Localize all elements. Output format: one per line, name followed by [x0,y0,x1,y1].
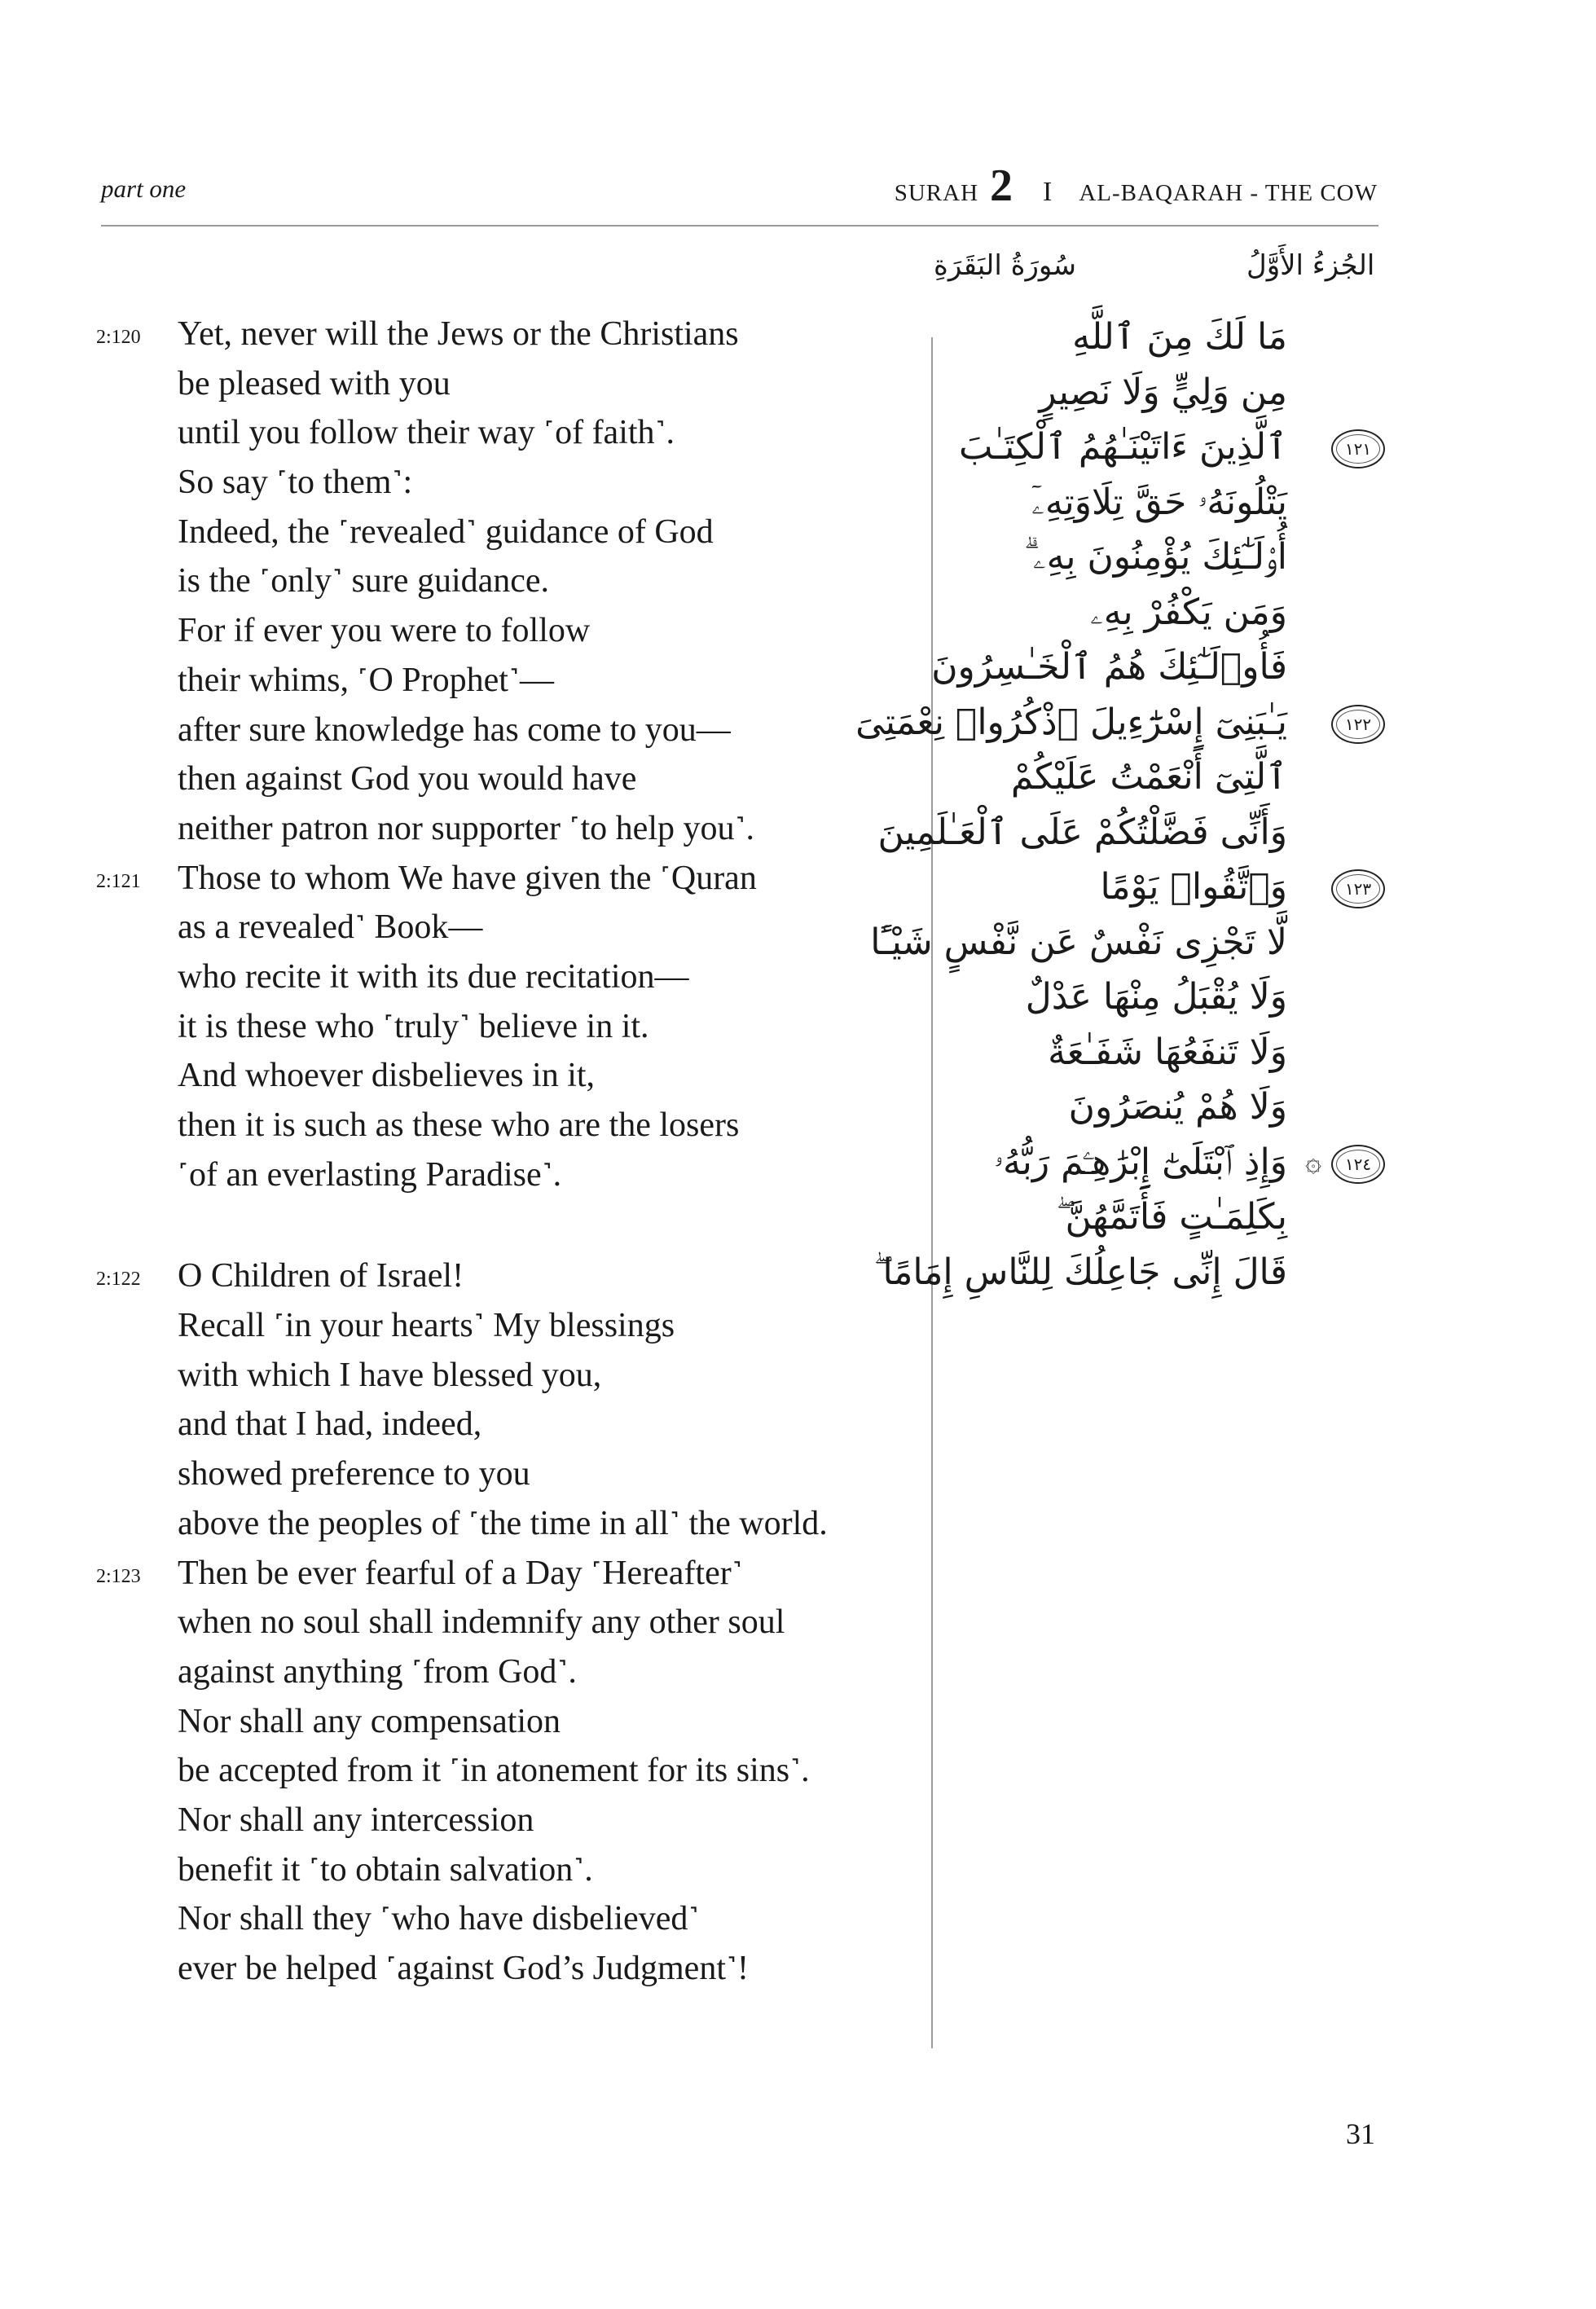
arabic-line [870,915,1385,970]
arabic-line [945,860,1385,915]
translation-line [96,1150,919,1200]
arabic-line [877,805,1385,860]
translation-line [96,359,919,409]
translation-line [96,1051,919,1101]
arabic-line [931,640,1385,695]
translation-line [96,1647,919,1697]
verse-number: 2:121 [96,870,141,892]
translation-text: it is these who ˹truly˺ believe in it. [178,1007,649,1045]
translation-text: And whoever disbelieves in it, [178,1057,596,1095]
translation-line [96,1746,919,1796]
translation-line [96,1449,919,1499]
arabic-text: فَأُو۟لَـٰٓئِكَ هُمُ ٱلْخَـٰسِرُونَ [931,646,1287,688]
translation-text: Recall ˹in your hearts˺ My blessings [178,1307,675,1345]
translation-line [96,1549,919,1599]
translation-line [96,952,919,1002]
arabic-text: وَأَنِّى فَضَّلْتُكُمْ عَلَى ٱلْعَـٰلَمِينَ [877,811,1287,853]
translation-text: Indeed, the ˹revealed˺ guidance of God [178,512,714,551]
translation-line [96,1944,919,1994]
translation-line [96,656,919,706]
translation-text: until you follow their way ˹of faith˺. [178,414,675,452]
translation-line [96,1251,919,1301]
arabic-text: وَمَن يَكْفُرْ بِهِۦ [1090,591,1287,633]
arabic-line [945,475,1385,530]
arabic-text: قَالَ إِنِّى جَاعِلُكَ لِلنَّاسِ إِمَامًا ۖ [873,1251,1287,1293]
translation-text: showed preference to you [178,1455,530,1493]
translation-line [96,1598,919,1647]
arabic-line [945,585,1385,640]
surah-separator: I [1043,177,1053,207]
arabic-line [855,695,1385,750]
translation-text: against anything ˹from God˺. [178,1652,577,1691]
translation-line [96,754,919,804]
surah-name: AL-BAQARAH - THE COW [1079,180,1378,206]
arabic-line [945,1135,1385,1190]
arabic-line [945,1025,1385,1080]
translation-line [96,804,919,854]
translation-line [96,1499,919,1549]
arabic-line [945,1080,1385,1135]
translation-line [96,1301,919,1351]
translation-line [96,606,919,656]
translation-text: ˹of an everlasting Paradise˺. [178,1155,562,1194]
arabic-text: وَلَا تَنفَعُهَا شَفَـٰعَةٌ [1048,1031,1287,1073]
translation-text: who recite it with its due recitation— [178,957,689,996]
arabic-text: بِكَلِمَـٰتٍ فَأَتَمَّهُنَّ ۖ [1056,1196,1287,1238]
translation-line [96,706,919,755]
arabic-text-column [855,310,1385,1300]
translation-text: is the ˹only˺ sure guidance. [178,562,550,600]
translation-line [96,556,919,606]
column-divider [931,337,933,2048]
translation-text: Nor shall they ˹who have disbelieved˺ [178,1900,700,1938]
translation-text: their whims, ˹O Prophet˺— [178,661,554,699]
english-translation-column [96,310,919,1994]
translation-text: then it is such as these who are the losers [178,1106,740,1144]
arabic-line [945,750,1385,805]
surah-heading [895,160,1378,212]
arabic-text: ٱلَّتِىٓ أَنْعَمْتُ عَلَيْكُمْ [1010,756,1287,798]
verse-number: 2:122 [96,1269,141,1291]
translation-text: Nor shall any compensation [178,1702,561,1740]
arabic-line [945,970,1385,1025]
translation-line [96,1697,919,1747]
arabic-text: وَلَا يُقْبَلُ مِنْهَا عَدْلٌ [1025,976,1287,1018]
arabic-line [945,420,1385,475]
translation-line [96,508,919,557]
arabic-text: أُو۟لَـٰٓئِكَ يُؤْمِنُونَ بِهِۦ ۗ [1023,536,1287,578]
arabic-text: وَلَا هُمْ يُنصَرُونَ [1068,1086,1287,1128]
arabic-text: يَـٰبَنِىٓ إِسْرَٰٓءِيلَ ٱذْكُرُوا۟ نِعْمَتِىَ [855,701,1287,743]
translation-text: be pleased with you [178,364,451,402]
arabic-line [873,1245,1385,1300]
translation-line [96,903,919,952]
surah-word: SURAH [894,180,979,206]
translation-text: and that I had, indeed, [178,1405,482,1444]
translation-line [96,1894,919,1944]
translation-line [96,408,919,458]
page-number: 31 [1346,2118,1375,2150]
hizb-star-icon: ۞ [1305,1145,1321,1178]
header-rule [101,225,1378,227]
translation-line [96,1845,919,1895]
arabic-line [945,365,1385,420]
translation-line [96,854,919,904]
arabic-line [945,530,1385,585]
stanza-gap [96,1199,919,1251]
surah-number: 2 [990,161,1014,211]
arabic-surah-heading: سُورَةُ البَقَرَةِ [934,249,1076,282]
ayah-marker-icon: ١٢٤ [1331,1145,1385,1184]
translation-text: as a revealed˺ Book— [178,908,483,947]
arabic-part-heading: الجُزءُ الأَوَّلُ [1246,249,1375,282]
translation-text: So say ˹to them˺: [178,464,413,502]
translation-text: when no soul shall indemnify any other soul [178,1603,785,1642]
translation-line [96,1796,919,1845]
arabic-text: مَا لَكَ مِنَ ٱللَّهِ [1072,316,1287,358]
page-header [0,0,1596,236]
translation-text: benefit it ˹to obtain salvation˺. [178,1850,593,1889]
translation-text: O Children of Israel! [178,1257,464,1295]
ayah-marker-icon: ١٢٢ [1331,705,1385,744]
arabic-text: وَٱتَّقُوا۟ يَوْمًا [1100,866,1287,908]
part-label: part one [101,174,187,203]
translation-text: For if ever you were to follow [178,612,591,650]
translation-text: Then be ever fearful of a Day ˹Hereafter˺ [178,1554,743,1592]
translation-line [96,1002,919,1052]
translation-line [96,1351,919,1401]
arabic-text: وَإِذِ ٱبْتَلَىٰٓ إِبْرَٰهِـۧمَ رَبُّهُۥ [994,1141,1287,1183]
translation-line [96,310,919,359]
translation-text: Those to whom We have given the ˹Quran [178,859,757,897]
translation-text: then against God you would have [178,760,637,798]
translation-text: above the peoples of ˹the time in all˺ the world. [178,1504,828,1542]
verse-number: 2:123 [96,1565,141,1587]
arabic-line [945,1190,1385,1245]
arabic-text: يَتْلُونَهُۥ حَقَّ تِلَاوَتِهِۦٓ [1031,481,1287,523]
translation-text: after sure knowledge has come to you— [178,710,731,749]
arabic-line [945,310,1385,365]
translation-line [96,1400,919,1449]
translation-text: with which I have blessed you, [178,1356,602,1394]
translation-text: neither patron nor supporter ˹to help you˺. [178,809,754,847]
translation-text: Yet, never will the Jews or the Christians [178,315,739,353]
ayah-marker-icon: ١٢١ [1331,429,1385,468]
translation-text: Nor shall any intercession [178,1801,534,1839]
arabic-text: مِن وَلِيٍّ وَلَا نَصِيرٍ [1039,371,1287,413]
translation-line [96,1101,919,1150]
translation-line [96,458,919,508]
ayah-marker-icon: ١٢٣ [1331,869,1385,908]
translation-text: be accepted from it ˹in atonement for its sins˺. [178,1752,810,1790]
verse-number: 2:120 [96,327,141,348]
arabic-text: ٱلَّذِينَ ءَاتَيْنَـٰهُمُ ٱلْكِتَـٰبَ [958,426,1287,468]
translation-text: ever be helped ˹against God’s Judgment˺! [178,1950,749,1987]
arabic-text: لَّا تَجْزِى نَفْسٌ عَن نَّفْسٍ شَيْـًٔا [870,921,1287,963]
